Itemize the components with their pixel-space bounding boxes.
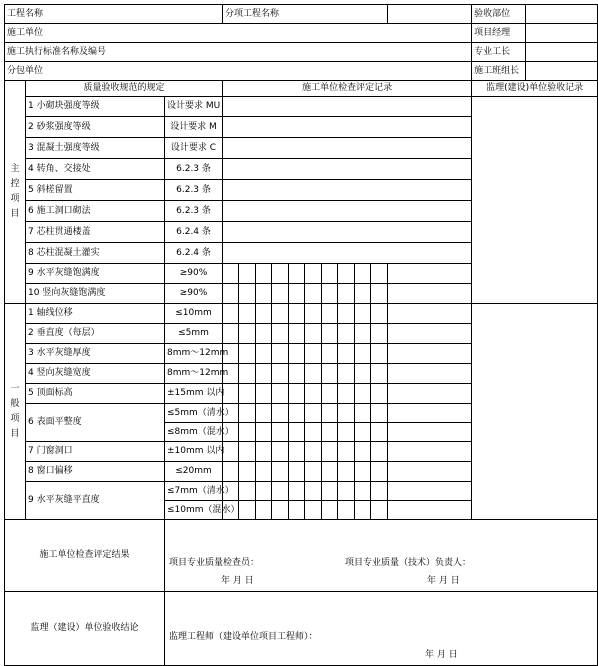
general-item-name: 5 顶面标高 <box>26 384 165 404</box>
record-cell[interactable] <box>355 442 371 462</box>
record-cell-end[interactable] <box>388 284 472 304</box>
record-cell[interactable] <box>272 482 289 501</box>
record-cell[interactable] <box>289 264 305 284</box>
main-item-name: 9 水平灰缝饱满度 <box>26 264 165 284</box>
record-cell[interactable] <box>355 384 371 404</box>
general-item-req: ≤5mm（清水） <box>165 404 223 423</box>
spec-column-header: 质量验收规范的规定 <box>26 81 223 97</box>
record-cell[interactable] <box>371 404 388 423</box>
record-cell[interactable] <box>371 304 388 324</box>
supervision-main-record[interactable] <box>472 97 598 304</box>
record-cell[interactable] <box>355 304 371 324</box>
project-manager-value[interactable] <box>526 24 598 43</box>
acceptance-part-value[interactable] <box>526 5 598 24</box>
general-item-req: ≤20mm <box>165 462 223 482</box>
record-cell[interactable] <box>239 404 256 423</box>
record-cell[interactable] <box>289 423 305 442</box>
record-cell[interactable] <box>371 462 388 482</box>
record-cell[interactable] <box>223 264 239 284</box>
record-cell[interactable] <box>338 284 355 304</box>
general-item-req: 8mm～12mm <box>165 364 223 384</box>
supervision-general-record[interactable] <box>472 304 598 520</box>
record-cell[interactable] <box>322 501 338 520</box>
record-cell[interactable] <box>338 384 355 404</box>
record-cell[interactable] <box>305 324 322 344</box>
main-item-name: 1 小砌块强度等级 <box>26 97 165 117</box>
record-cell[interactable] <box>305 462 322 482</box>
general-item-req: ±10mm 以内 <box>165 442 223 462</box>
supervision-column-header: 监理(建设)单位验收记录 <box>472 81 598 97</box>
record-cell[interactable] <box>239 442 256 462</box>
record-cell-end[interactable] <box>388 462 472 482</box>
acceptance-part-label: 验收部位 <box>472 5 526 24</box>
engineer-label: 监理工程师（建设单位项目工程师）： <box>169 632 318 642</box>
record-cell[interactable] <box>256 462 272 482</box>
main-item-req: 设计要求 C <box>165 138 223 159</box>
record-cell[interactable] <box>322 423 338 442</box>
record-cell[interactable] <box>289 442 305 462</box>
construction-unit-label: 施工单位 <box>5 24 472 43</box>
result-signature-area[interactable] <box>165 520 598 592</box>
general-item-req: ±15mm 以内 <box>165 384 223 404</box>
record-cell[interactable] <box>239 462 256 482</box>
record-cell[interactable] <box>371 344 388 364</box>
record-cell[interactable] <box>239 284 256 304</box>
record-cell[interactable] <box>305 501 322 520</box>
record-cell[interactable] <box>223 384 239 404</box>
record-cell[interactable] <box>272 324 289 344</box>
general-item-name: 8 窗口偏移 <box>26 462 165 482</box>
team-leader-value[interactable] <box>526 62 598 81</box>
subcontractor-label: 分包单位 <box>5 62 472 81</box>
record-cell-end[interactable] <box>388 324 472 344</box>
record-cell[interactable] <box>322 384 338 404</box>
record-cell[interactable] <box>289 384 305 404</box>
main-item-req: 6.2.3 条 <box>165 159 223 180</box>
record-cell[interactable] <box>355 462 371 482</box>
main-item-req: 设计要求 MU <box>165 97 223 117</box>
standard-label: 施工执行标准名称及编号 <box>5 43 472 62</box>
record-cell[interactable] <box>256 364 272 384</box>
record-cell[interactable] <box>239 384 256 404</box>
record-cell[interactable] <box>289 344 305 364</box>
record-cell-end[interactable] <box>388 482 472 501</box>
team-leader-label: 施工班组长 <box>472 62 526 81</box>
inspection-column-header: 施工单位检查评定记录 <box>223 81 472 97</box>
general-item-name: 6 表面平整度 <box>26 404 165 442</box>
record-cell[interactable] <box>371 264 388 284</box>
record-cell[interactable] <box>256 304 272 324</box>
record-cell[interactable] <box>305 344 322 364</box>
result-date-right: 年 月 日 <box>427 576 460 586</box>
record-cell[interactable] <box>256 482 272 501</box>
general-section-label: 一 般 项 目 <box>5 304 26 520</box>
result-label: 施工单位检查评定结果 <box>5 520 165 592</box>
record-cell[interactable] <box>371 384 388 404</box>
record-cell[interactable] <box>239 344 256 364</box>
record-cell[interactable] <box>322 442 338 462</box>
record-cell[interactable] <box>355 482 371 501</box>
record-cell[interactable] <box>371 284 388 304</box>
record-cell[interactable] <box>239 304 256 324</box>
record-cell[interactable] <box>338 482 355 501</box>
record-cell-end[interactable] <box>388 384 472 404</box>
record-cell[interactable] <box>338 304 355 324</box>
main-item-record[interactable] <box>223 222 472 243</box>
record-cell[interactable] <box>322 482 338 501</box>
conclusion-date: 年 月 日 <box>425 650 458 660</box>
main-item-name: 5 斜槎留置 <box>26 180 165 201</box>
main-item-record[interactable] <box>223 138 472 159</box>
main-item-req: 6.2.3 条 <box>165 201 223 222</box>
record-cell[interactable] <box>289 482 305 501</box>
record-cell[interactable] <box>272 344 289 364</box>
record-cell[interactable] <box>239 482 256 501</box>
record-cell-end[interactable] <box>388 264 472 284</box>
record-cell[interactable] <box>272 423 289 442</box>
general-item-req: ≤7mm（清水） <box>165 482 223 501</box>
conclusion-label: 监理（建设）单位验收结论 <box>5 592 165 666</box>
main-item-name: 6 施工洞口砌法 <box>26 201 165 222</box>
record-cell[interactable] <box>305 442 322 462</box>
record-cell[interactable] <box>338 423 355 442</box>
main-item-record[interactable] <box>223 201 472 222</box>
record-cell[interactable] <box>338 501 355 520</box>
record-cell[interactable] <box>371 501 388 520</box>
general-item-name: 7 门窗洞口 <box>26 442 165 462</box>
record-cell[interactable] <box>322 264 338 284</box>
record-cell[interactable] <box>355 423 371 442</box>
general-item-req: ≤5mm <box>165 324 223 344</box>
main-item-req: 6.2.4 条 <box>165 222 223 243</box>
record-cell[interactable] <box>289 501 305 520</box>
record-cell[interactable] <box>289 324 305 344</box>
record-cell[interactable] <box>355 264 371 284</box>
record-cell[interactable] <box>272 384 289 404</box>
record-cell[interactable] <box>272 264 289 284</box>
record-cell-end[interactable] <box>388 404 472 423</box>
record-cell-end[interactable] <box>388 501 472 520</box>
foreman-value[interactable] <box>526 43 598 62</box>
record-cell[interactable] <box>272 462 289 482</box>
record-cell-end[interactable] <box>388 364 472 384</box>
record-cell[interactable] <box>322 324 338 344</box>
conclusion-signature-area[interactable] <box>165 592 598 666</box>
record-cell[interactable] <box>371 442 388 462</box>
record-cell[interactable] <box>289 404 305 423</box>
record-cell[interactable] <box>371 423 388 442</box>
general-item-req: 8mm～12mm <box>165 344 223 364</box>
project-manager-label: 项目经理 <box>472 24 526 43</box>
record-cell[interactable] <box>305 482 322 501</box>
record-cell[interactable] <box>289 284 305 304</box>
record-cell[interactable] <box>322 344 338 364</box>
record-cell[interactable] <box>289 304 305 324</box>
record-cell[interactable] <box>305 423 322 442</box>
record-cell[interactable] <box>256 384 272 404</box>
record-cell[interactable] <box>355 284 371 304</box>
general-item-name: 2 垂直度（每层） <box>26 324 165 344</box>
record-cell[interactable] <box>239 423 256 442</box>
record-cell[interactable] <box>371 482 388 501</box>
record-cell[interactable] <box>305 404 322 423</box>
record-cell[interactable] <box>338 462 355 482</box>
record-cell[interactable] <box>305 364 322 384</box>
record-cell-end[interactable] <box>388 344 472 364</box>
record-cell[interactable] <box>239 264 256 284</box>
main-item-req: ≥90% <box>165 264 223 284</box>
record-cell[interactable] <box>355 324 371 344</box>
record-cell[interactable] <box>322 284 338 304</box>
record-cell[interactable] <box>223 304 239 324</box>
record-cell[interactable] <box>256 442 272 462</box>
record-cell[interactable] <box>322 404 338 423</box>
record-cell[interactable] <box>272 501 289 520</box>
record-cell-end[interactable] <box>388 304 472 324</box>
main-item-req: 6.2.3 条 <box>165 180 223 201</box>
main-item-req: 设计要求 M <box>165 117 223 138</box>
record-cell[interactable] <box>256 264 272 284</box>
project-name-label: 工程名称 <box>5 5 223 24</box>
record-cell[interactable] <box>272 364 289 384</box>
record-cell[interactable] <box>272 442 289 462</box>
main-item-record[interactable] <box>223 180 472 201</box>
record-cell[interactable] <box>355 344 371 364</box>
record-cell[interactable] <box>371 364 388 384</box>
record-cell[interactable] <box>256 423 272 442</box>
main-item-record[interactable] <box>223 159 472 180</box>
record-cell[interactable] <box>223 462 239 482</box>
record-cell[interactable] <box>289 364 305 384</box>
record-cell[interactable] <box>338 404 355 423</box>
record-cell[interactable] <box>322 462 338 482</box>
general-item-name: 9 水平灰缝平直度 <box>26 482 165 520</box>
main-item-req: ≥90% <box>165 284 223 304</box>
record-cell[interactable] <box>305 284 322 304</box>
record-cell[interactable] <box>223 442 239 462</box>
main-item-name: 8 芯柱混凝土灌实 <box>26 243 165 264</box>
general-item-req: ≤10mm <box>165 304 223 324</box>
record-cell[interactable] <box>322 364 338 384</box>
record-cell-end[interactable] <box>388 423 472 442</box>
record-cell[interactable] <box>305 304 322 324</box>
record-cell[interactable] <box>256 501 272 520</box>
main-item-record[interactable] <box>223 243 472 264</box>
record-cell[interactable] <box>289 462 305 482</box>
tech-lead-label: 项目专业质量（技术）负责人： <box>345 558 472 568</box>
inspector-label: 项目专业质量检查员： <box>169 558 260 568</box>
record-cell[interactable] <box>338 364 355 384</box>
general-item-name: 4 竖向灰缝宽度 <box>26 364 165 384</box>
sub-project-value[interactable] <box>388 5 472 24</box>
record-cell[interactable] <box>338 344 355 364</box>
general-item-name: 3 水平灰缝厚度 <box>26 344 165 364</box>
main-item-req: 6.2.4 条 <box>165 243 223 264</box>
record-cell[interactable] <box>322 304 338 324</box>
general-item-name: 1 轴线位移 <box>26 304 165 324</box>
form-table <box>4 4 598 666</box>
record-cell[interactable] <box>239 324 256 344</box>
record-cell[interactable] <box>338 442 355 462</box>
record-cell[interactable] <box>355 404 371 423</box>
record-cell[interactable] <box>272 304 289 324</box>
result-date-left: 年 月 日 <box>221 576 254 586</box>
record-cell[interactable] <box>355 501 371 520</box>
record-cell[interactable] <box>371 324 388 344</box>
record-cell[interactable] <box>272 284 289 304</box>
general-item-req: ≤8mm（混水） <box>165 423 223 442</box>
main-item-name: 4 转角、交接处 <box>26 159 165 180</box>
general-item-req: ≤10mm（混水） <box>165 501 223 520</box>
record-cell[interactable] <box>223 324 239 344</box>
record-cell[interactable] <box>223 284 239 304</box>
foreman-label: 专业工长 <box>472 43 526 62</box>
record-cell[interactable] <box>256 284 272 304</box>
record-cell[interactable] <box>256 344 272 364</box>
main-item-record[interactable] <box>223 97 472 117</box>
record-cell[interactable] <box>305 264 322 284</box>
main-item-name: 2 砂浆强度等级 <box>26 117 165 138</box>
main-item-name: 10 竖向灰缝饱满度 <box>26 284 165 304</box>
record-cell[interactable] <box>305 384 322 404</box>
record-cell[interactable] <box>239 364 256 384</box>
sub-project-label: 分项工程名称 <box>223 5 388 24</box>
record-cell[interactable] <box>355 364 371 384</box>
record-cell-end[interactable] <box>388 442 472 462</box>
main-item-record[interactable] <box>223 117 472 138</box>
main-control-section-label: 主 控 项 目 <box>5 81 26 304</box>
record-cell[interactable] <box>338 324 355 344</box>
record-cell[interactable] <box>256 404 272 423</box>
record-cell[interactable] <box>272 404 289 423</box>
record-cell[interactable] <box>338 264 355 284</box>
record-cell[interactable] <box>256 324 272 344</box>
record-cell[interactable] <box>239 501 256 520</box>
main-item-name: 3 混凝土强度等级 <box>26 138 165 159</box>
main-item-name: 7 芯柱贯通楼盖 <box>26 222 165 243</box>
